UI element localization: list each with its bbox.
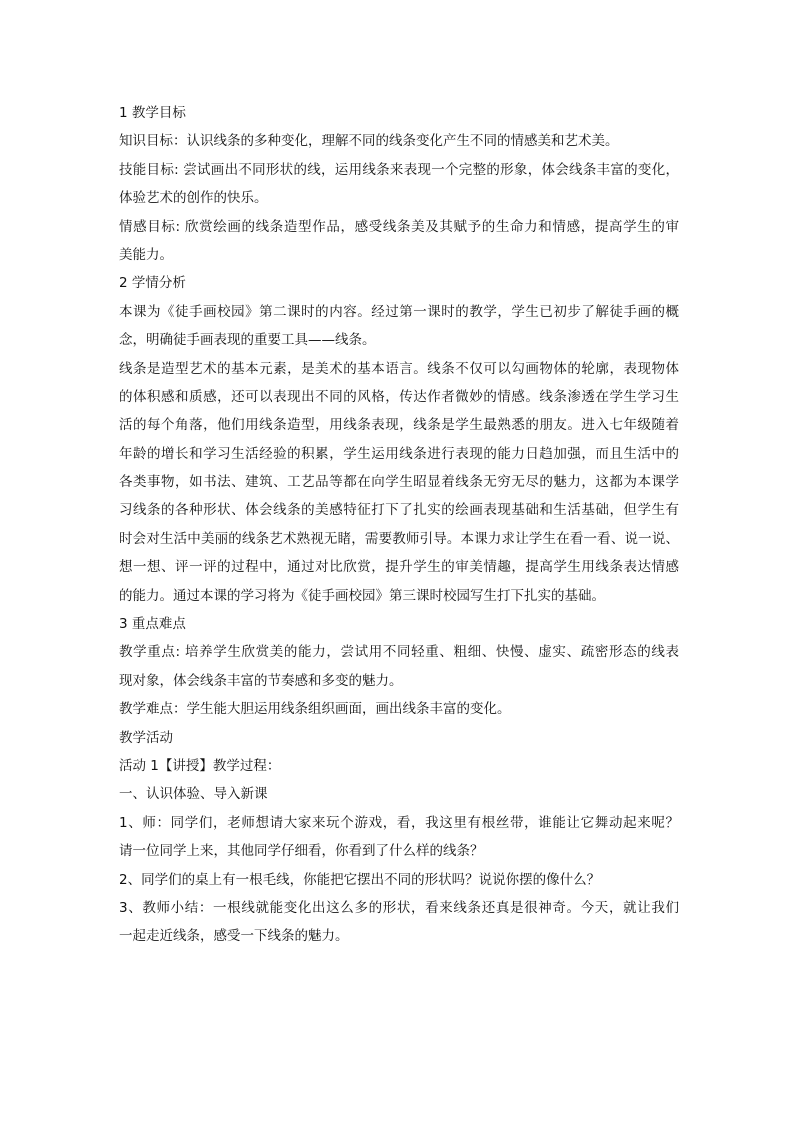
text-line: 念，明确徒手画表现的重要工具——线条。: [119, 332, 376, 349]
text-line: 体验艺术的创作的快乐。: [119, 190, 268, 207]
text-line: 美能力。: [119, 246, 173, 263]
text-line: 2、同学们的桌上有一根毛线，你能把它摆出不同的形状吗？说说你摆的像什么？: [119, 871, 601, 888]
text-line: 一起走近线条，感受一下线条的魅力。: [119, 928, 349, 945]
text-line: 的体积感和质感，还可以表现出不同的风格，传达作者微妙的情感。线条渗透在学生学习生: [119, 388, 679, 405]
text-line: 时会对生活中美丽的线条艺术熟视无睹，需要教师引导。本课力求让学生在看一看、说一说、: [119, 530, 679, 547]
text-line: 2 学情分析: [119, 275, 186, 292]
text-line: 3 重点难点: [119, 616, 186, 633]
text-line: 情感目标: 欣赏绘画的线条造型作品，感受线条美及其赋予的生命力和情感，提高学生的审: [119, 218, 679, 235]
text-line: 想一想、评一评的过程中，通过对比欣赏，提升学生的审美情趣，提高学生用线条表达情感: [119, 559, 679, 576]
text-line: 现对象，体会线条丰富的节奏感和多变的魅力。: [119, 672, 403, 689]
text-line: 年龄的增长和学习生活经验的积累，学生运用线条进行表现的能力日趋加强，而且生活中的: [119, 445, 679, 462]
text-line: 一、认识体验、导入新课: [119, 786, 268, 803]
text-line: 教学活动: [119, 729, 173, 746]
text-line: 3、教师小结：一根线就能变化出这么多的形状，看来线条还真是很神奇。今天，就让我们: [119, 899, 679, 916]
text-line: 活的每个角落，他们用线条造型，用线条表现，线条是学生最熟悉的朋友。进入七年级随着: [119, 417, 679, 434]
text-line: 各类事物，如书法、建筑、工艺品等都在向学生昭显着线条无穷无尽的魅力，这都为本课学: [119, 474, 679, 491]
text-line: 的能力。通过本课的学习将为《徒手画校园》第三课时校园写生打下扎实的基础。: [119, 587, 605, 604]
text-line: 知识目标：认识线条的多种变化，理解不同的线条变化产生不同的情感美和艺术美。: [119, 133, 619, 150]
text-line: 教学难点：学生能大胆运用线条组织画面，画出线条丰富的变化。: [119, 701, 511, 718]
text-line: 1、师：同学们，老师想请大家来玩个游戏，看，我这里有根丝带，谁能让它舞动起来呢？: [119, 814, 679, 831]
text-line: 教学重点: 培养学生欣赏美的能力，尝试用不同轻重、粗细、快慢、虚实、疏密形态的线表: [119, 644, 679, 661]
text-line: 技能目标: 尝试画出不同形状的线，运用线条来表现一个完整的形象，体会线条丰富的变化，: [119, 161, 679, 178]
text-line: 请一位同学上来，其他同学仔细看，你看到了什么样的线条？: [119, 843, 484, 860]
text-line: 1 教学目标: [119, 105, 186, 121]
text-line: 习线条的各种形状、体会线条的美感特征打下了扎实的绘画表现基础和生活基础，但学生有: [119, 502, 679, 519]
text-line: 本课为《徒手画校园》第二课时的内容。经过第一课时的教学，学生已初步了解徒手画的概: [119, 303, 679, 320]
text-line: 线条是造型艺术的基本元素，是美术的基本语言。线条不仅可以勾画物体的轮廓，表现物体: [119, 360, 679, 377]
text-line: 活动 1【讲授】教学过程：: [119, 757, 281, 774]
document-page: [119, 99, 679, 951]
